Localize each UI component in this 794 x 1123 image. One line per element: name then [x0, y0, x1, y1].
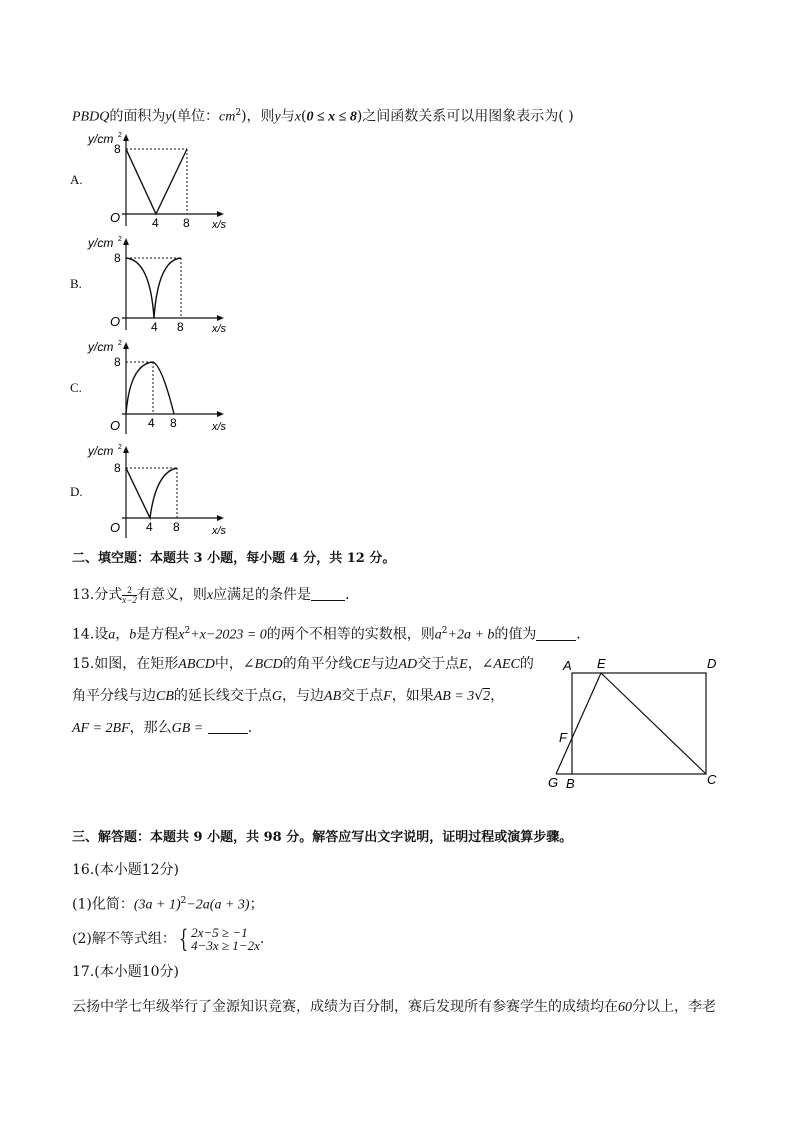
q15-line-1: 15.如图，在矩形ABCD中，∠BCD的角平分线CE与边AD交于点E，∠AEC的 — [72, 656, 534, 672]
svg-text:A: A — [563, 658, 572, 673]
svg-text:8: 8 — [170, 416, 177, 430]
q12-stem: PBDQ的面积为y(单位：$cm^2$)，则y与x(0 ≤ x ≤ 8)之间函数关系可以用图象表示为( ) — [72, 108, 574, 125]
q16-part-2: (2)解不等式组： { 2x−5 ≥ −1 4−3x ≥ 1−2x . — [72, 925, 265, 953]
option-b-graph — [70, 234, 270, 334]
svg-text:2: 2 — [118, 236, 122, 243]
option-b-plot — [70, 234, 270, 334]
option-a-label: A. — [70, 172, 83, 187]
svg-text:8: 8 — [183, 216, 190, 230]
svg-text:8: 8 — [114, 251, 121, 265]
answer-blank[interactable] — [311, 586, 345, 601]
svg-text:4: 4 — [148, 416, 155, 430]
q16-title: 16.(本小题12分) — [72, 862, 180, 878]
svg-text:4: 4 — [146, 520, 153, 534]
svg-text:8: 8 — [177, 320, 184, 334]
svg-text:y/cm: y/cm — [88, 340, 114, 354]
svg-text:x/s: x/s — [212, 323, 227, 334]
q15-line-2: 角平分线与边CB的延长线交于点G，与边AB交于点F，如果AB = 3√2， — [72, 688, 505, 704]
segment-ec — [601, 673, 706, 774]
inequality-system: 2x−5 ≥ −1 4−3x ≥ 1−2x — [191, 925, 260, 953]
curve — [126, 362, 174, 414]
svg-text:2: 2 — [118, 444, 122, 451]
q13: 13.分式 $\frac{2}{x-2}$ 有意义，则x应满足的条件是 ． — [72, 584, 360, 605]
answer-blank[interactable] — [208, 719, 248, 734]
svg-text:O: O — [110, 520, 121, 535]
x-arrow — [217, 211, 224, 217]
svg-text:x/s: x/s — [212, 421, 227, 433]
quad-name: PBDQ — [72, 109, 110, 125]
option-d-label: D. — [70, 484, 83, 499]
option-d-graph — [70, 442, 270, 542]
curve — [126, 149, 187, 214]
svg-text:O: O — [110, 210, 121, 225]
option-c-graph — [70, 338, 270, 438]
q16-part-1: (1)化简：$(3a + 1)^2-2a(a + 3)$； — [72, 896, 264, 913]
svg-text:x/s: x/s — [212, 219, 227, 230]
svg-text:F: F — [559, 730, 567, 745]
section-2-heading: 二、填空题：本题共 3 小题，每小题 4 分，共 12 分。 — [72, 551, 396, 566]
svg-text:2: 2 — [118, 132, 122, 139]
curve — [126, 258, 181, 318]
svg-text:E: E — [597, 656, 606, 671]
svg-text:C: C — [707, 772, 717, 787]
rectangle-abcd — [572, 673, 706, 774]
svg-text:D: D — [707, 656, 717, 671]
q15-figure — [545, 652, 735, 792]
svg-text:8: 8 — [114, 142, 121, 156]
y-arrow — [123, 342, 129, 349]
section-3-heading: 三、解答题：本题共 9 小题，共 98 分。解答应写出文字说明，证明过程或演算步骤。 — [72, 830, 573, 845]
y-arrow — [123, 446, 129, 453]
svg-text:G: G — [548, 775, 559, 790]
option-b-label: B. — [70, 276, 82, 291]
option-d-plot — [70, 442, 270, 542]
x-arrow — [217, 515, 224, 521]
svg-text:8: 8 — [114, 355, 121, 369]
svg-text:y/cm: y/cm — [88, 132, 114, 146]
svg-text:4: 4 — [152, 216, 159, 230]
brace-icon: { — [178, 925, 189, 953]
svg-text:y/cm: y/cm — [88, 444, 114, 458]
svg-text:8: 8 — [173, 520, 180, 534]
curve — [126, 468, 177, 518]
svg-text:8: 8 — [114, 461, 121, 475]
x-arrow — [217, 315, 224, 321]
y-arrow — [123, 134, 129, 141]
svg-text:2: 2 — [118, 340, 122, 347]
q17-title: 17.(本小题10分) — [72, 964, 180, 980]
option-c-plot — [70, 338, 270, 438]
svg-text:y/cm: y/cm — [88, 236, 114, 250]
q14: 14.设a，b是方程$x^2+x-2023 = 0$的两个不相等的实数根，则$a^2+2a + b$的值为 ． — [72, 626, 591, 643]
svg-text:O: O — [110, 418, 121, 433]
svg-text:B: B — [566, 776, 575, 791]
segment-ge — [556, 673, 601, 774]
option-c-label: C. — [70, 380, 82, 395]
answer-blank[interactable] — [536, 626, 576, 641]
option-a-graph — [70, 130, 270, 230]
q15-line-3: AF = 2BF，那么GB = ． — [72, 720, 262, 736]
svg-text:4: 4 — [151, 320, 158, 334]
y-arrow — [123, 238, 129, 245]
svg-text:x/s: x/s — [212, 525, 227, 537]
fraction: $\frac{2}{x-2}$ — [122, 584, 137, 605]
x-arrow — [217, 411, 224, 417]
q17-text: 云扬中学七年级举行了金源知识竞赛，成绩为百分制，赛后发现所有参赛学生的成绩均在60分以上，李老 — [72, 999, 716, 1015]
sqrt-sign: √ — [474, 688, 484, 704]
svg-text:O: O — [110, 314, 121, 329]
option-a-plot — [70, 130, 270, 230]
